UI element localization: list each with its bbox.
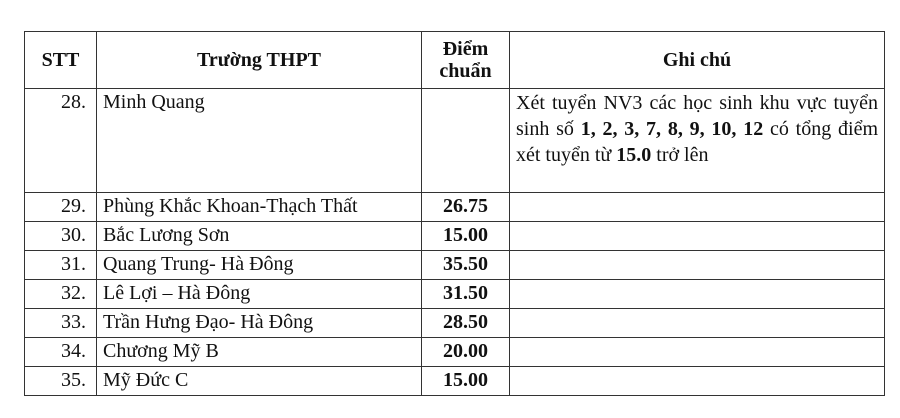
row-stt: 35. xyxy=(25,367,97,396)
row-score xyxy=(422,89,510,193)
row-stt: 32. xyxy=(25,280,97,309)
table-row xyxy=(25,193,885,222)
row-score: 15.00 xyxy=(422,222,510,251)
note-text: Xét tuyển NV3 các học sinh khu vực tuyển sinh số xyxy=(516,92,878,140)
header-school: Trường THPT xyxy=(97,32,422,89)
note-areas: 1, 2, 3, 7, 8, 9, 10, 12 xyxy=(580,118,764,140)
header-score-line2: chuẩn xyxy=(439,60,492,82)
table-row xyxy=(25,367,885,396)
row-school: Quang Trung- Hà Đông xyxy=(97,251,422,280)
admission-score-table xyxy=(24,31,885,396)
row-school: Minh Quang xyxy=(97,89,422,193)
row-score: 31.50 xyxy=(422,280,510,309)
header-stt: STT xyxy=(25,32,97,89)
table-row xyxy=(25,309,885,338)
row-note xyxy=(510,309,885,338)
row-score: 20.00 xyxy=(422,338,510,367)
row-school: Chương Mỹ B xyxy=(97,338,422,367)
header-score-line1: Điểm xyxy=(442,38,489,60)
row-score: 26.75 xyxy=(422,193,510,222)
row-stt: 31. xyxy=(25,251,97,280)
row-note xyxy=(510,89,885,193)
row-score: 15.00 xyxy=(422,367,510,396)
row-note xyxy=(510,367,885,396)
header-note: Ghi chú xyxy=(510,32,885,89)
row-score: 28.50 xyxy=(422,309,510,338)
row-stt: 28. xyxy=(25,89,97,193)
row-score: 35.50 xyxy=(422,251,510,280)
note-text: có tổng điểm xét tuyển từ xyxy=(516,118,879,166)
row-note xyxy=(510,193,885,222)
row-stt: 29. xyxy=(25,193,97,222)
row-note xyxy=(510,280,885,309)
table-row xyxy=(25,251,885,280)
row-note xyxy=(510,222,885,251)
table-row xyxy=(25,280,885,309)
table-row xyxy=(25,222,885,251)
row-stt: 30. xyxy=(25,222,97,251)
table-row xyxy=(25,338,885,367)
row-school: Lê Lợi – Hà Đông xyxy=(97,280,422,309)
row-school: Trần Hưng Đạo- Hà Đông xyxy=(97,309,422,338)
table-row xyxy=(25,89,885,193)
row-school: Bắc Lương Sơn xyxy=(97,222,422,251)
header-row xyxy=(25,32,885,89)
note-text: trở lên xyxy=(651,144,709,166)
row-stt: 34. xyxy=(25,338,97,367)
row-school: Phùng Khắc Khoan-Thạch Thất xyxy=(97,193,422,222)
row-stt: 33. xyxy=(25,309,97,338)
row-school: Mỹ Đức C xyxy=(97,367,422,396)
note-min-score: 15.0 xyxy=(616,144,652,166)
header-score xyxy=(422,32,510,89)
row-note xyxy=(510,251,885,280)
row-note xyxy=(510,338,885,367)
